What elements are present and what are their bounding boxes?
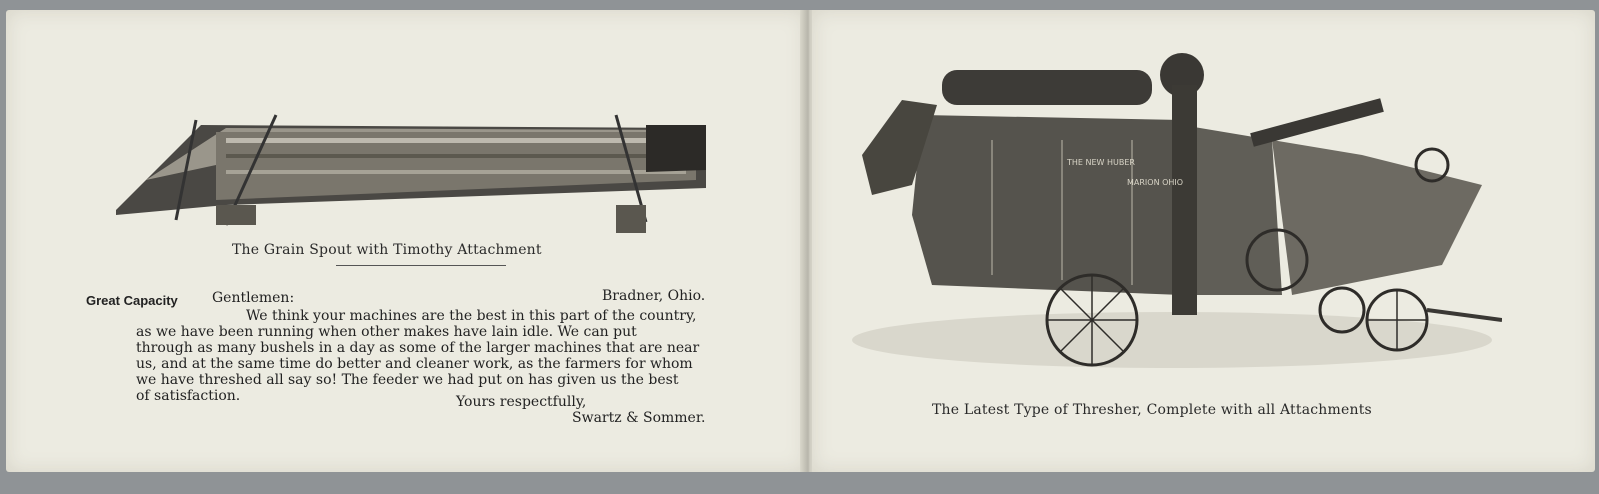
- grain-spout-caption: The Grain Spout with Timothy Attachment: [232, 242, 542, 258]
- right-page: [812, 10, 1595, 472]
- letter-line: as we have been running when other makes have lain idle. We can put: [136, 324, 637, 340]
- letter-line: through as many bushels in a day as some of the larger machines that are near: [136, 340, 700, 356]
- letter-body: [136, 308, 756, 404]
- letter-greeting: Gentlemen:: [212, 290, 295, 306]
- letter-line: We think your machines are the best in this part of the country,: [246, 308, 697, 324]
- caption-divider: [336, 265, 506, 266]
- letter-line: we have threshed all say so! The feeder we had put on has given us the best: [136, 372, 679, 388]
- thresher-lettering-place: MARION OHIO: [1127, 178, 1184, 187]
- left-page: [6, 10, 806, 472]
- thresher-illustration: [842, 45, 1502, 375]
- letter-signature: Swartz & Sommer.: [572, 410, 706, 426]
- letter-line: of satisfaction.: [136, 388, 241, 404]
- letter-closing: Yours respectfully,: [456, 394, 587, 410]
- thresher-caption: The Latest Type of Thresher, Complete with all Attachments: [932, 402, 1372, 418]
- grain-spout-illustration: [106, 110, 726, 240]
- letter-place: Bradner, Ohio.: [602, 288, 706, 304]
- letter-line: us, and at the same time do better and cleaner work, as the farmers for whom: [136, 356, 693, 372]
- thresher-lettering-brand: THE NEW HUBER: [1067, 158, 1135, 167]
- side-heading: Great Capacity: [86, 293, 178, 308]
